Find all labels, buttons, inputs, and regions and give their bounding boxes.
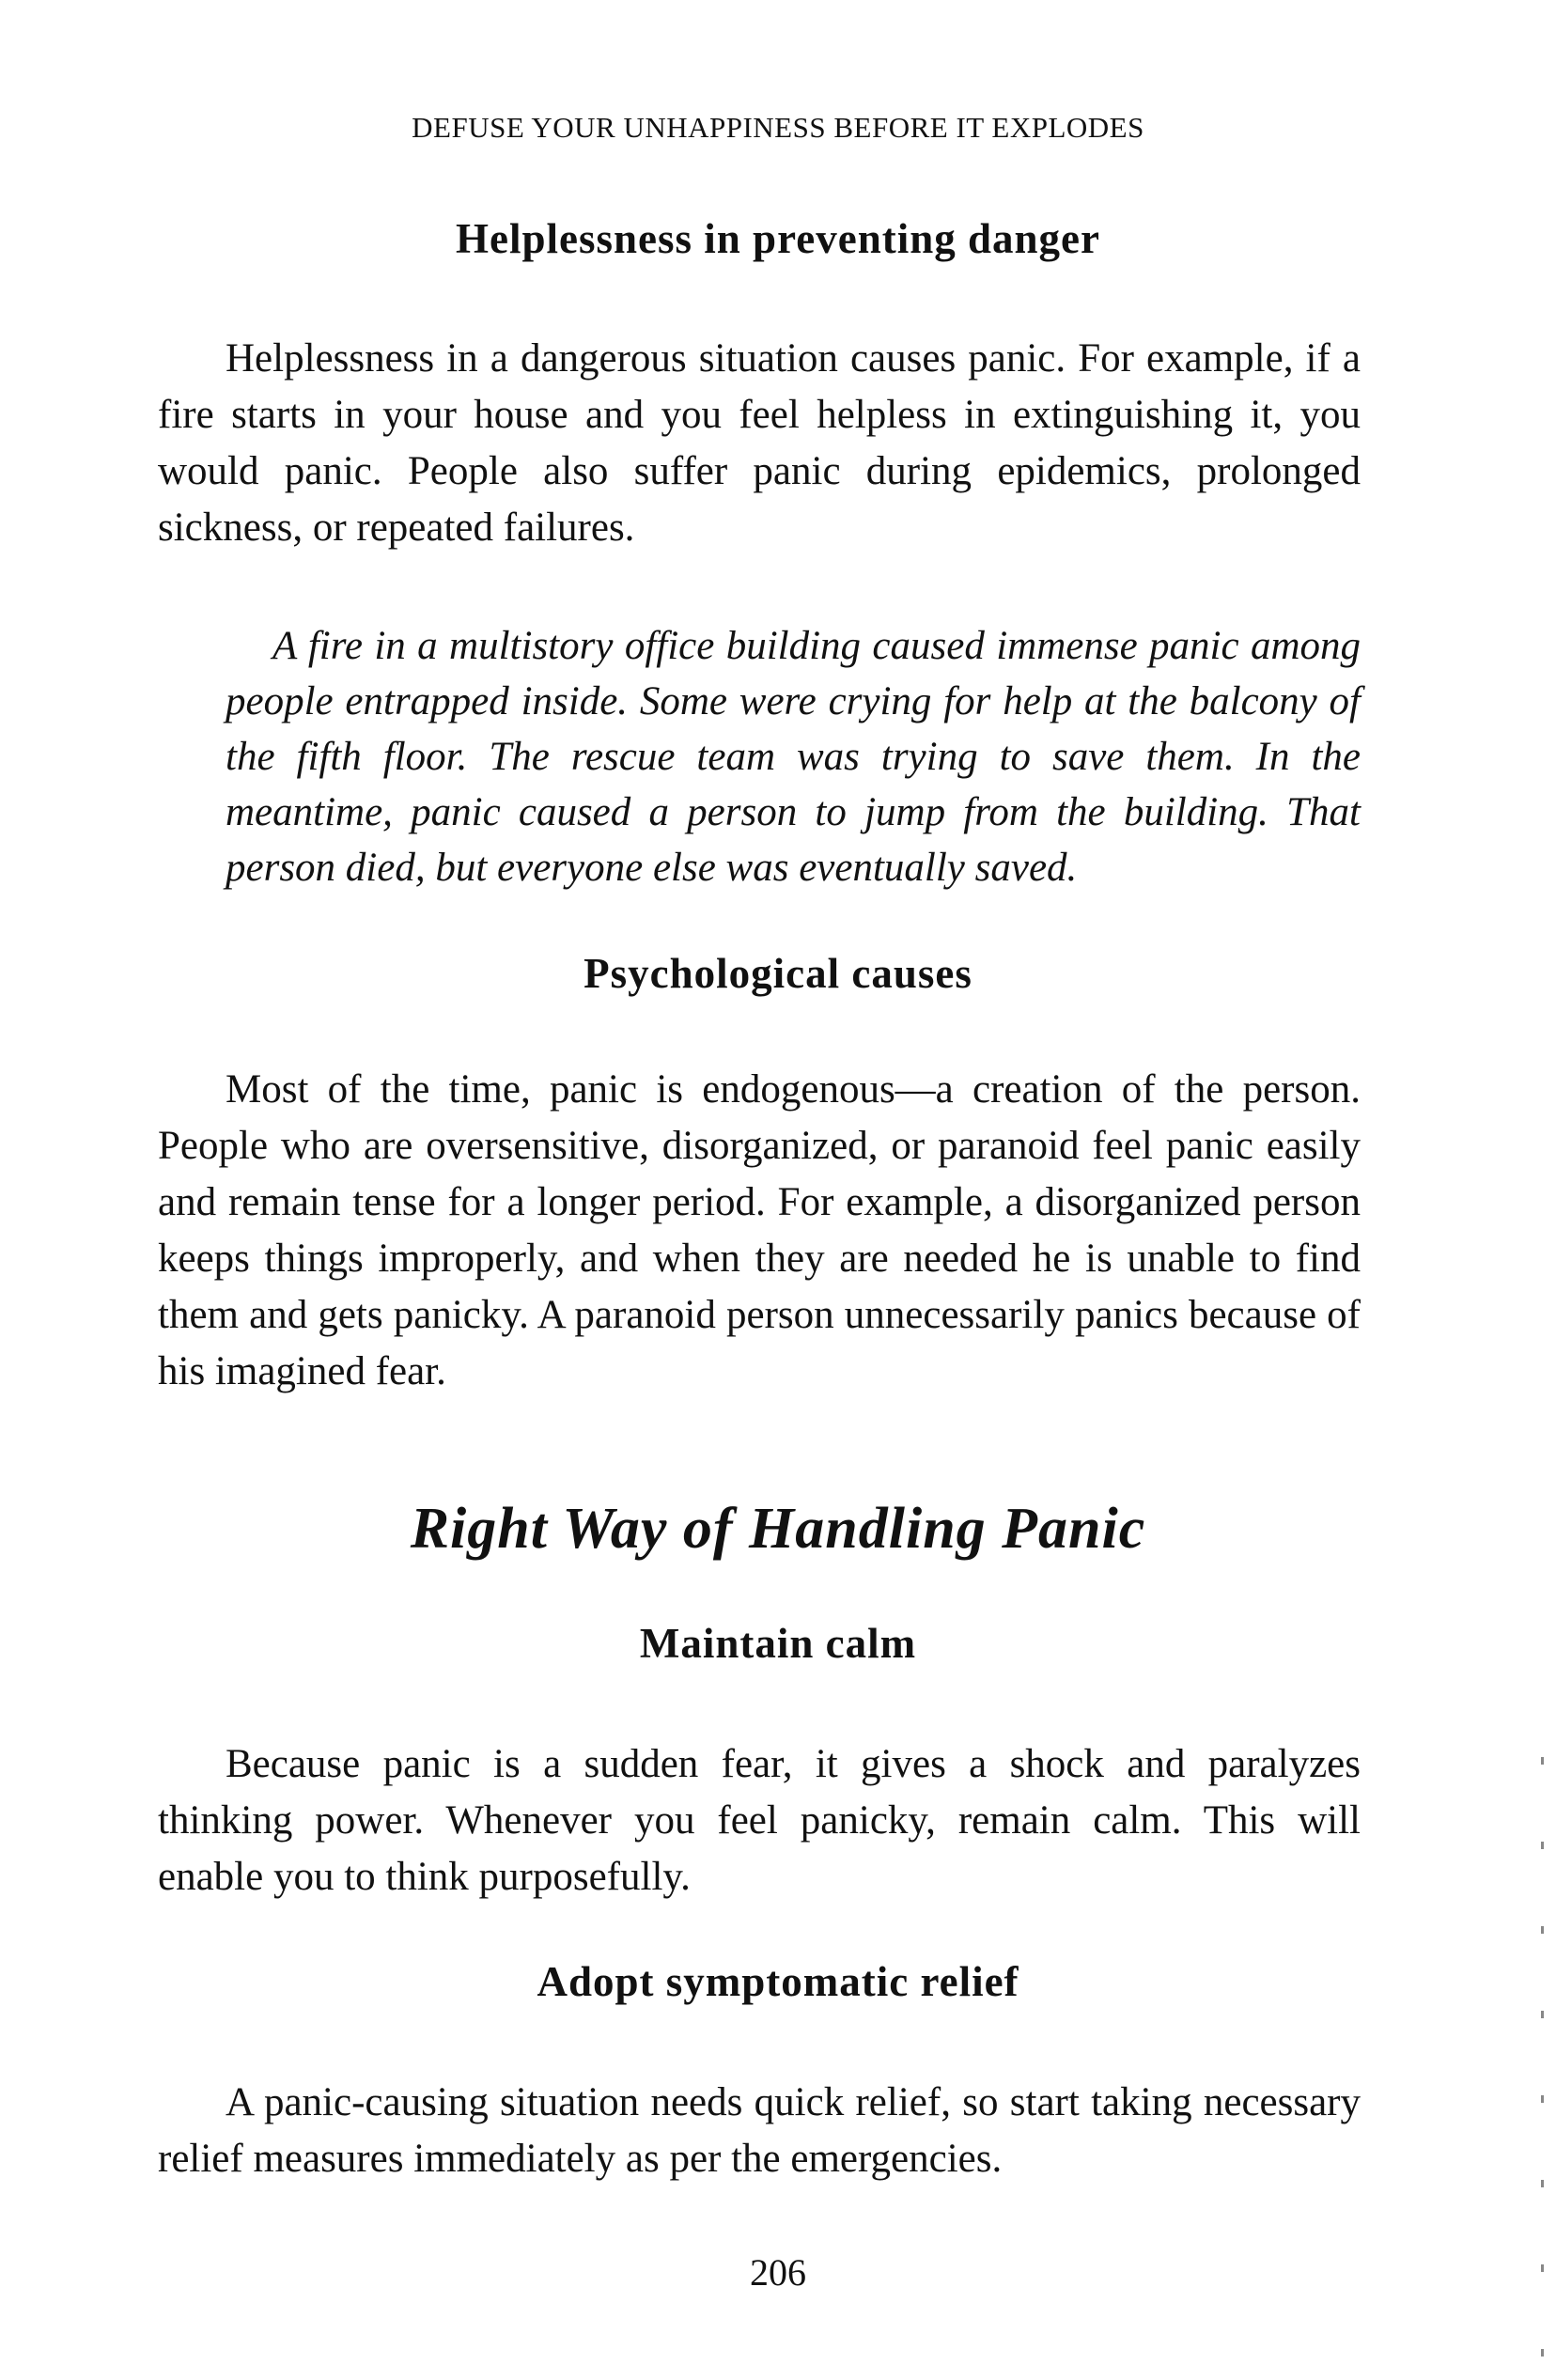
section-heading-helplessness: Helplessness in preventing danger [456, 215, 1100, 262]
paragraph-helplessness: Helplessness in a dangerous situation causes panic. For example, if a fire starts in your house and you feel helpless in extinguishing it, you would panic. People also suffer panic during epidemics, prolonged sickness, or repeated failures. [158, 336, 1361, 550]
paragraph-psychological: Most of the time, panic is endogenous—a creation of the person. People who are oversensitive, disorganized, or paranoid feel panic easily and remain tense for a longer period. For example, a disorganized person keeps things improperly, and when they are needed he is unable to find them and gets panicky. A paranoid person unnecessarily panics because of his imagined fear. [158, 1067, 1361, 1393]
paragraph-symptomatic-relief: A panic-causing situation needs quick relief, so start taking necessary relief measures immediately as per the emergencies. [158, 2080, 1361, 2181]
page-number: 206 [750, 2251, 806, 2294]
running-header: DEFUSE YOUR UNHAPPINESS BEFORE IT EXPLODES [412, 111, 1144, 144]
chapter-heading: Right Way of Handling Panic [410, 1497, 1146, 1561]
paragraph-maintain-calm: Because panic is a sudden fear, it gives a shock and paralyzes thinking power. Whenever you feel panicky, remain calm. This will enable you to think purposefully. [158, 1742, 1361, 1899]
section-heading-maintain-calm: Maintain calm [639, 1620, 917, 1667]
section-heading-symptomatic-relief: Adopt symptomatic relief [537, 1958, 1019, 2005]
scan-edge-artifact [1541, 1719, 1544, 2377]
example-quote-text: A fire in a multistory office building caused immense panic among people entrapped inside. Some were crying for help at the balcony of the fifth floor. The rescue team was trying to save them. In the meantime, panic caused a person to jump from the building. That person died, but everyone else was eventually saved. [226, 624, 1361, 890]
example-quote-fire [226, 618, 1361, 895]
section-heading-psychological: Psychological causes [584, 950, 972, 997]
